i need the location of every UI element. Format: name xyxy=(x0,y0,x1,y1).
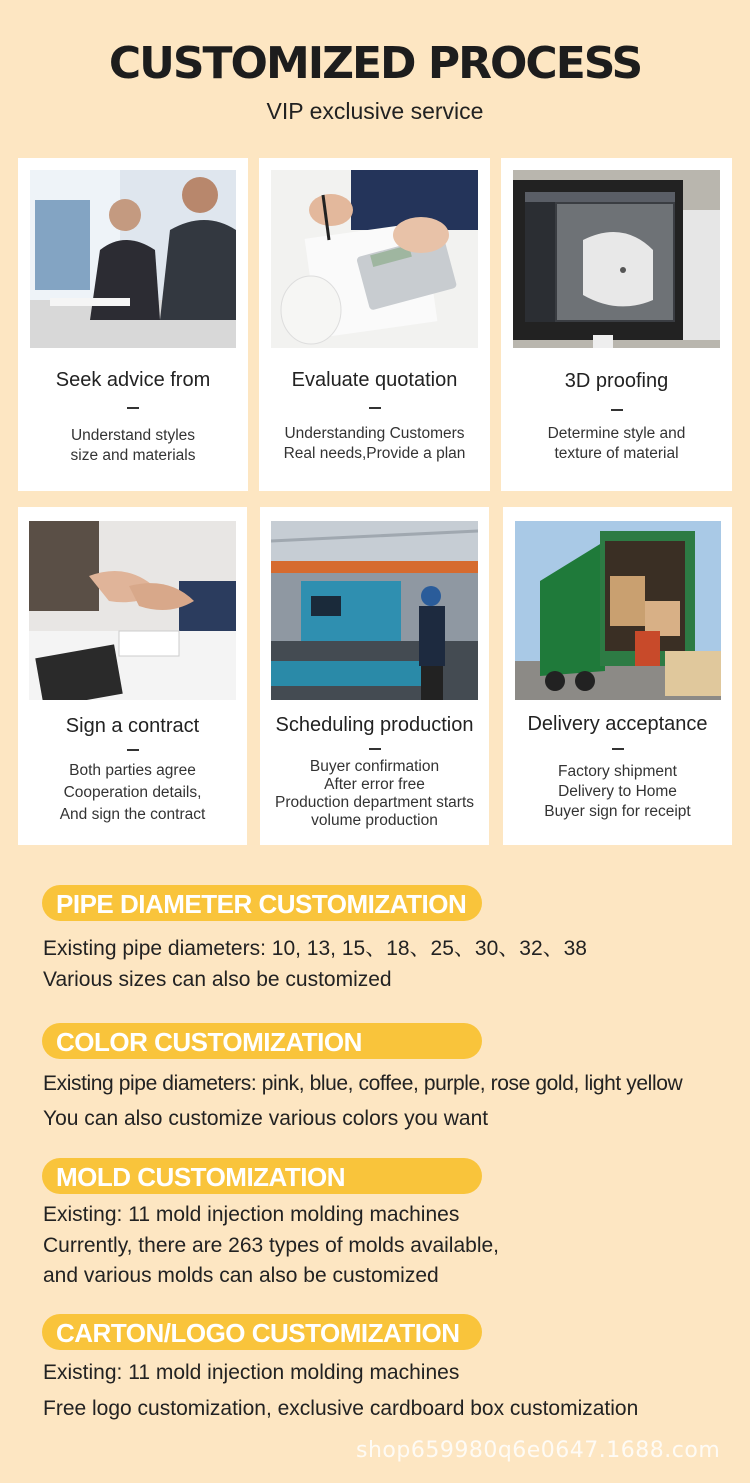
step-description-line: Delivery to Home xyxy=(558,783,677,800)
step-card-3d-proofing xyxy=(501,158,732,491)
step-description-line: Understanding Customers xyxy=(284,425,465,442)
section-line: Existing pipe diameters: pink, blue, coffee, purple, rose gold, light yellow xyxy=(43,1072,683,1095)
step-title: Delivery acceptance xyxy=(527,713,708,735)
step-description-line: Buyer sign for receipt xyxy=(544,803,691,820)
step-title: Sign a contract xyxy=(65,715,200,737)
shop-watermark: shop659980q6e0647.1688.com xyxy=(356,1438,721,1463)
step-description xyxy=(18,426,248,466)
step-dash xyxy=(611,409,623,411)
step-dash xyxy=(612,748,624,750)
step-description-line: Real needs,Provide a plan xyxy=(283,445,466,462)
section-line: Existing: 11 mold injection molding machines xyxy=(43,1361,460,1384)
step-card-seek-advice xyxy=(18,158,248,491)
step-description xyxy=(18,760,247,826)
section-heading-pipe-diameter xyxy=(42,885,482,921)
container-truck-photo xyxy=(515,521,721,700)
step-description-line: Factory shipment xyxy=(558,763,677,780)
section-heading-text: MOLD CUSTOMIZATION xyxy=(56,1162,346,1192)
step-description-line: Determine style and xyxy=(547,425,686,442)
step-description xyxy=(503,762,732,822)
step-title: Scheduling production xyxy=(275,714,474,736)
handshake-photo xyxy=(29,521,236,700)
section-line: Free logo customization, exclusive cardboard box customization xyxy=(43,1397,639,1420)
step-description xyxy=(260,758,489,830)
step-description-line: After error free xyxy=(324,776,425,793)
step-card-scheduling-production xyxy=(260,507,489,845)
section-heading-mold xyxy=(42,1158,482,1194)
step-description-line: Cooperation details, xyxy=(63,784,202,801)
step-dash xyxy=(369,748,381,750)
step-card-evaluate-quotation xyxy=(259,158,490,491)
step-description-line: Understand styles xyxy=(70,427,196,444)
3d-modeling-monitor-photo xyxy=(513,170,720,348)
step-dash xyxy=(127,749,139,751)
section-heading-text: COLOR CUSTOMIZATION xyxy=(56,1027,362,1057)
step-title: Evaluate quotation xyxy=(291,369,458,391)
step-card-delivery-acceptance xyxy=(503,507,732,845)
step-dash xyxy=(127,407,139,409)
factory-machine-photo xyxy=(271,521,478,700)
step-description-line: volume production xyxy=(311,812,438,829)
step-description-line: Production department starts xyxy=(274,794,475,811)
page-title: CUSTOMIZED PROCESS xyxy=(108,38,642,89)
step-description xyxy=(259,424,490,464)
step-title: 3D proofing xyxy=(564,370,669,392)
page-subtitle: VIP exclusive service xyxy=(266,98,484,124)
section-line: Existing: 11 mold injection molding machines xyxy=(43,1203,460,1226)
section-heading-carton-logo xyxy=(42,1314,482,1350)
step-description-line: Both parties agree xyxy=(69,762,196,779)
customer-service-agents-photo xyxy=(30,170,236,348)
section-line: and various molds can also be customized xyxy=(43,1264,439,1287)
step-description-line: Buyer confirmation xyxy=(309,758,440,775)
section-heading-text: PIPE DIAMETER CUSTOMIZATION xyxy=(56,889,467,919)
calculator-pen-photo xyxy=(271,170,478,348)
section-line: You can also customize various colors you want xyxy=(43,1107,489,1130)
section-line: Various sizes can also be customized xyxy=(43,968,392,991)
step-title: Seek advice from xyxy=(55,369,211,391)
section-heading-color xyxy=(42,1023,482,1059)
step-description-line: And sign the contract xyxy=(59,806,206,823)
section-line: Currently, there are 263 types of molds available, xyxy=(43,1234,500,1257)
section-heading-text: CARTON/LOGO CUSTOMIZATION xyxy=(56,1318,460,1348)
step-card-sign-contract xyxy=(18,507,247,845)
section-line: Existing pipe diameters: 10, 13, 15、18、25、30、32、38 xyxy=(43,937,587,960)
step-description xyxy=(501,424,732,464)
step-dash xyxy=(369,407,381,409)
step-description-line: size and materials xyxy=(70,447,196,464)
step-description-line: texture of material xyxy=(554,445,679,462)
